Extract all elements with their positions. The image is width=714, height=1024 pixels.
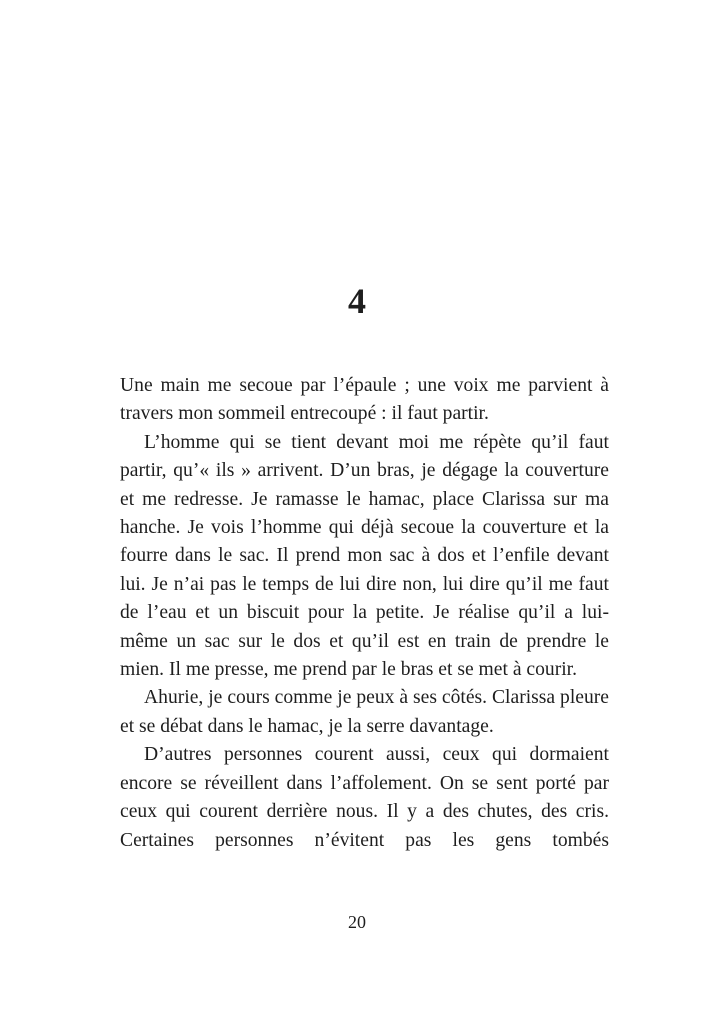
- chapter-number: 4: [348, 281, 366, 321]
- paragraph: Une main me secoue par l’épaule ; une voix me parvient à travers mon sommeil entrecoupé : il faut partir.: [120, 375, 609, 425]
- paragraph: L’homme qui se tient devant moi me répète qu’il faut partir, qu’« ils » arrivent. D’un bras, je dégage la couverture et me redresse. Je ramasse le hamac, place Clarissa sur ma hanche. Je vois l’homme qui déjà secoue la couverture et la fourre dans le sac. Il prend mon sac à dos et l’enfile devant lui. Je n’ai pas le temps de lui dire non, lui dire qu’il me faut de l’eau et un biscuit pour la petite. Je réalise qu’il a lui-même un sac sur le dos et qu’il est en train de prendre le mien. Il me presse, me prend par le bras et se met à courir.: [120, 431, 609, 681]
- paragraph: D’autres personnes courent aussi, ceux qui dormaient encore se réveillent dans l’affolement. On se sent porté par ceux qui courent derrière nous. Il y a des chutes, des cris. Certaines personnes n’évitent pas les gens tombés: [120, 744, 609, 851]
- page-number: 20: [348, 912, 366, 932]
- paragraph: Ahurie, je cours comme je peux à ses côtés. Clarissa pleure et se débat dans le hamac, je la serre davantage.: [120, 687, 609, 737]
- body-text: [120, 372, 609, 855]
